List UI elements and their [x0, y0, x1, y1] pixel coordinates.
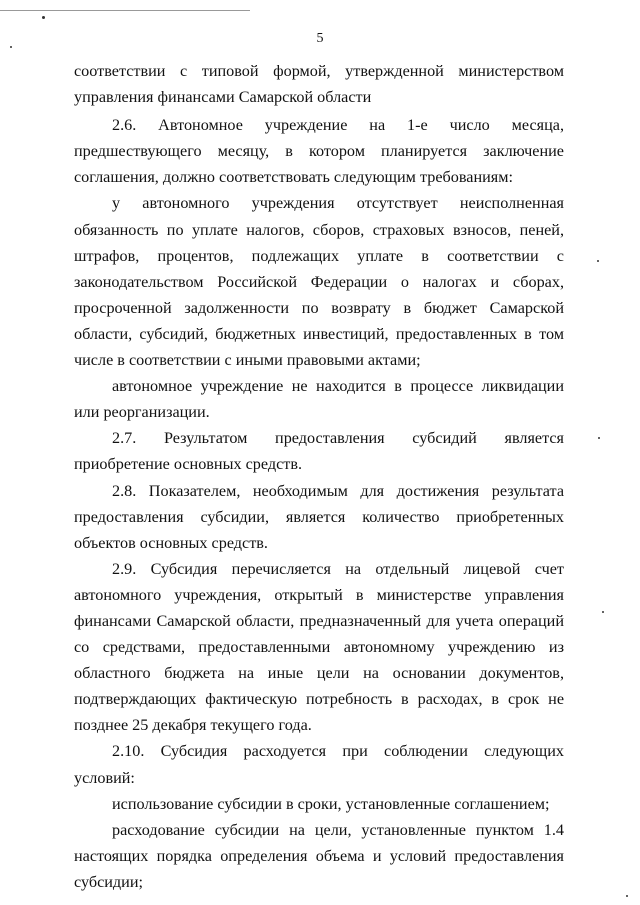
paragraph-2-8: 2.8. Показателем, необходимым для достижения результата предоставления субсидии, является количество приобретенных объектов основных средств.: [74, 481, 564, 552]
paragraph-2-10: 2.10. Субсидия расходуется при соблюдении следующих условий:: [74, 742, 564, 787]
paragraph-no-liquidation: автономное учреждение не находится в процессе ликвидации или реорганизации.: [74, 377, 564, 422]
scan-speck: [598, 437, 600, 439]
scan-speck: [626, 895, 628, 897]
paragraph-2-7: 2.7. Результатом предоставления субсидий является приобретение основных средств.: [74, 429, 564, 474]
scan-edge-line: [0, 10, 250, 11]
document-body: [74, 58, 564, 895]
paragraph-spending-purpose: расходование субсидии на цели, установленные пунктом 1.4 настоящих порядка определения объема и условий предоставления субсидии;: [74, 820, 564, 891]
paragraph-no-debt: у автономного учреждения отсутствует неисполненная обязанность по уплате налогов, сборов, страховых взносов, пеней, штрафов, процентов, подлежащих уплате в соответствии с законодательством Российской Федерации о налогах и сборах, просроченной задолженности по возврату в бюджет Самарской области, субсидий, бюджетных инвестиций, предоставленных в том числе в соответствии с иными правовыми актами;: [74, 194, 564, 370]
paragraph-2-6: 2.6. Автономное учреждение на 1-е число месяца, предшествующего месяцу, в котором планируется заключение соглашения, должно соответствовать следующим требованиям:: [74, 116, 564, 187]
paragraph-usage-terms: использование субсидии в сроки, установленные соглашением;: [112, 794, 550, 813]
page-number: 5: [316, 31, 324, 46]
paragraph-2-9: 2.9. Субсидия перечисляется на отдельный лицевой счет автономного учреждения, открытый в министерстве управления финансами Самарской области, предназначенный для учета операций со средствами, предоставленными автономному учреждению из областного бюджета на иные цели на основании документов, подтверждающих фактическую потребность в расходах, в срок не позднее 25 декабря текущего года.: [74, 559, 564, 735]
scan-speck: [597, 260, 599, 262]
paragraph-continuation: соответствии с типовой формой, утвержденной министерством управления финансами Самарской области: [74, 62, 564, 107]
scan-speck: [42, 16, 45, 19]
scan-speck: [602, 611, 604, 613]
